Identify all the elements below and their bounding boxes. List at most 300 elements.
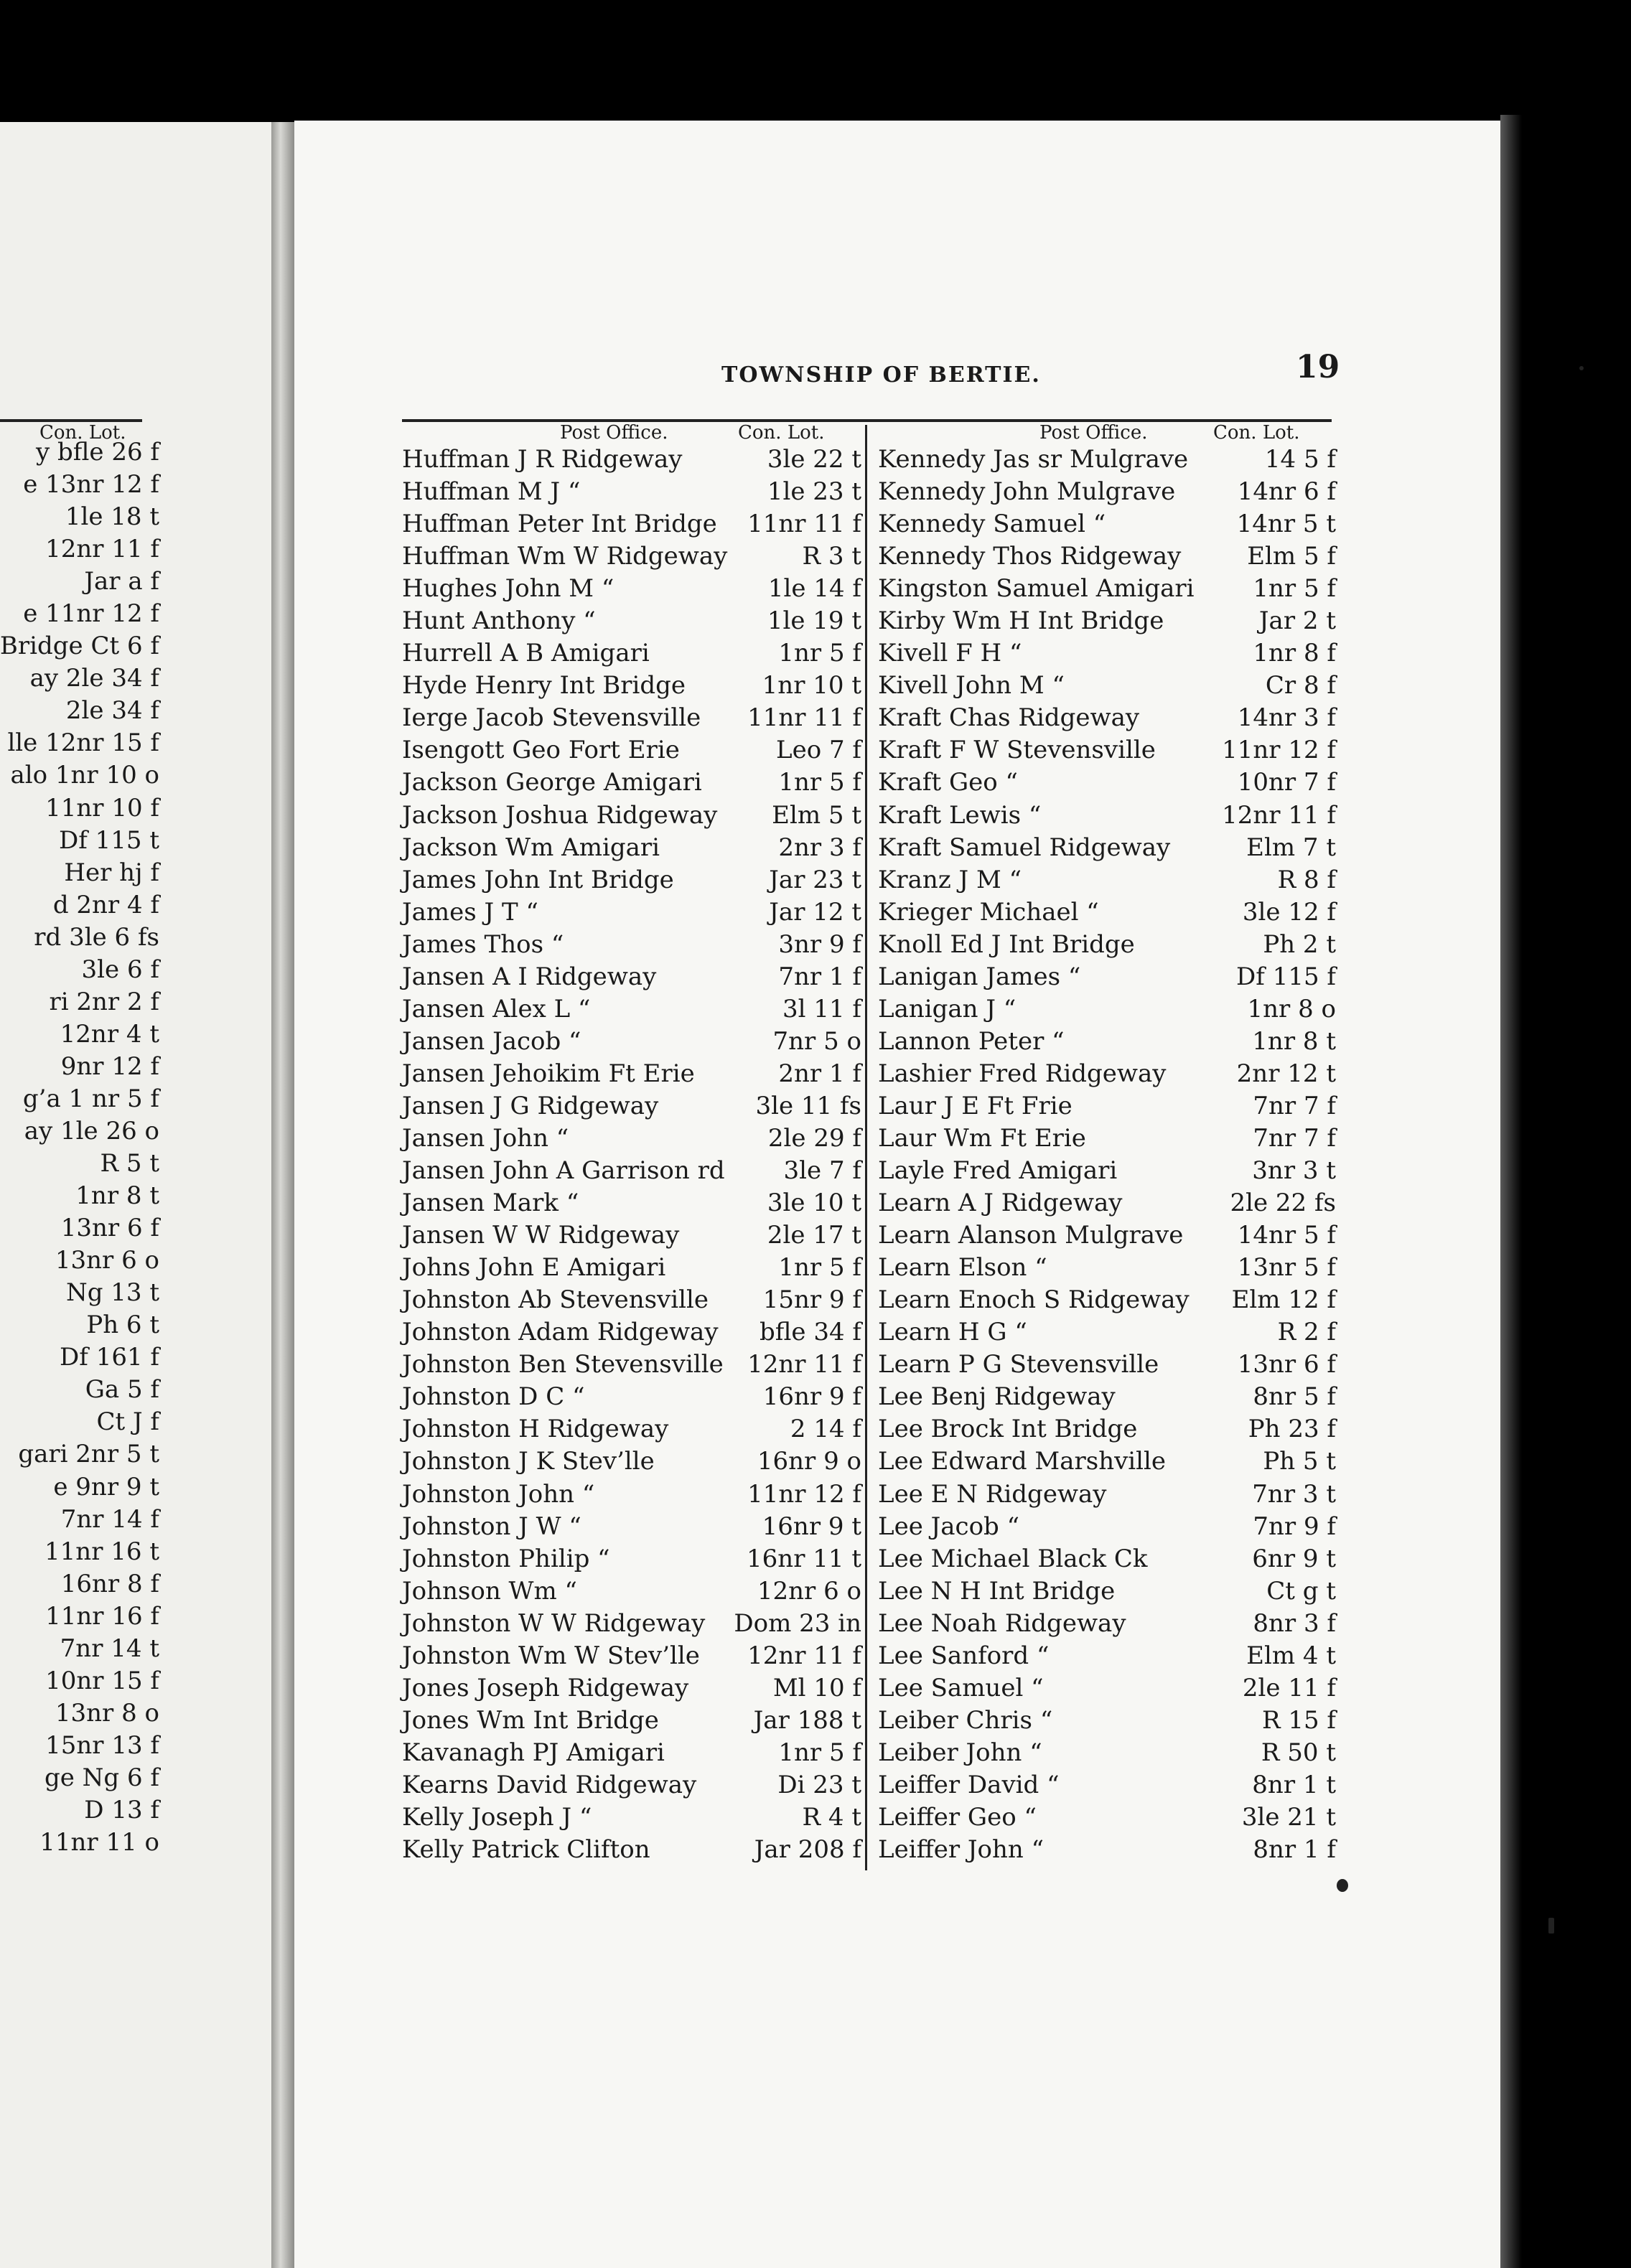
entry-con-lot: 1nr 8 o bbox=[1247, 994, 1336, 1023]
fragment-text: gari 2nr 5 t bbox=[18, 1440, 159, 1469]
entry-con-lot: 3le 22 t bbox=[767, 445, 861, 474]
left-page-fragment bbox=[0, 727, 159, 759]
directory-entry bbox=[878, 1123, 1336, 1155]
fragment-text: Df 115 t bbox=[58, 825, 159, 855]
entry-name: Kraft F W Stevensville bbox=[878, 736, 1156, 765]
fragment-text: rd 3le 6 fs bbox=[34, 922, 159, 952]
directory-entry bbox=[402, 637, 861, 670]
entry-name: Kennedy Thos Ridgeway bbox=[878, 542, 1182, 571]
entry-con-lot: 7nr 7 f bbox=[1253, 1123, 1336, 1153]
entry-con-lot: 3le 12 f bbox=[1242, 897, 1336, 927]
right-post-office-header: Post Office. bbox=[1039, 422, 1148, 444]
fragment-text: 1nr 8 t bbox=[75, 1181, 159, 1211]
entry-name: Lee Edward Marshville bbox=[878, 1447, 1167, 1476]
entry-con-lot: 1nr 5 f bbox=[778, 1253, 861, 1283]
left-page-fragment bbox=[0, 1148, 159, 1180]
entry-con-lot: 8nr 5 f bbox=[1253, 1382, 1336, 1412]
entry-con-lot: Jar 23 t bbox=[769, 865, 861, 894]
left-page-fragment bbox=[0, 825, 159, 857]
entry-con-lot: 2nr 1 f bbox=[778, 1059, 861, 1088]
directory-entry bbox=[878, 1155, 1336, 1187]
entry-con-lot: 14nr 5 t bbox=[1236, 510, 1336, 539]
entry-name: Hunt Anthony “ bbox=[402, 606, 596, 636]
directory-entry bbox=[878, 1575, 1336, 1608]
entry-con-lot: 16nr 9 o bbox=[757, 1447, 861, 1476]
directory-entry bbox=[402, 1479, 861, 1511]
directory-entry bbox=[402, 1543, 861, 1575]
entry-con-lot: R 4 t bbox=[802, 1802, 861, 1832]
entry-name: Jones Wm Int Bridge bbox=[402, 1705, 659, 1735]
directory-entry bbox=[402, 1672, 861, 1705]
entry-con-lot: 13nr 5 f bbox=[1237, 1253, 1336, 1283]
entry-con-lot: Cr 8 f bbox=[1265, 671, 1336, 700]
left-page-fragment bbox=[0, 630, 159, 662]
directory-entry bbox=[402, 1381, 861, 1413]
entry-name: Johnston Philip “ bbox=[402, 1544, 610, 1573]
entry-con-lot: 3le 11 fs bbox=[755, 1091, 861, 1120]
directory-entry bbox=[402, 1511, 861, 1543]
directory-entry bbox=[878, 1834, 1336, 1866]
directory-entry bbox=[402, 540, 861, 573]
entry-con-lot: 3le 21 t bbox=[1241, 1802, 1336, 1832]
entry-con-lot: 2 14 f bbox=[790, 1415, 861, 1444]
directory-entry bbox=[402, 1445, 861, 1478]
entry-name: Layle Fred Amigari bbox=[878, 1156, 1118, 1186]
entry-con-lot: 1nr 8 t bbox=[1252, 1026, 1336, 1056]
directory-entry bbox=[402, 1155, 861, 1187]
directory-entry bbox=[878, 1672, 1336, 1705]
directory-entry bbox=[878, 1801, 1336, 1834]
entry-con-lot: Jar 188 t bbox=[753, 1705, 861, 1735]
entry-name: Lee Michael Black Ck bbox=[878, 1544, 1148, 1573]
directory-entry bbox=[878, 1608, 1336, 1640]
left-post-office-header: Post Office. bbox=[560, 422, 668, 444]
fragment-text: 13nr 6 o bbox=[55, 1246, 159, 1275]
directory-entry bbox=[402, 896, 861, 929]
left-page-fragment bbox=[0, 792, 159, 825]
directory-entry bbox=[878, 929, 1336, 961]
entry-name: Jansen Alex L “ bbox=[402, 994, 591, 1023]
left-page-fragment bbox=[0, 1794, 159, 1827]
directory-entry bbox=[402, 1058, 861, 1090]
left-page-fragment bbox=[0, 1536, 159, 1568]
entry-name: Johnston Ab Stevensville bbox=[402, 1285, 709, 1315]
entry-name: Learn Alanson Mulgrave bbox=[878, 1221, 1184, 1250]
entry-name: Learn P G Stevensville bbox=[878, 1350, 1159, 1379]
left-con-lot-header: Con. Lot. bbox=[738, 422, 825, 444]
entry-name: Laur J E Ft Frie bbox=[878, 1091, 1072, 1120]
entry-con-lot: 2le 17 t bbox=[767, 1221, 861, 1250]
left-page-fragment bbox=[0, 1083, 159, 1115]
entry-con-lot: 16nr 11 t bbox=[747, 1544, 861, 1573]
entry-name: Johnston Adam Ridgeway bbox=[402, 1318, 719, 1347]
directory-entry bbox=[878, 1187, 1336, 1219]
entry-name: Hyde Henry Int Bridge bbox=[402, 671, 686, 700]
directory-entry bbox=[878, 961, 1336, 993]
left-page-fragment bbox=[0, 1341, 159, 1374]
entry-con-lot: 2nr 12 t bbox=[1236, 1059, 1336, 1088]
directory-entry bbox=[402, 670, 861, 702]
entry-name: James J T “ bbox=[402, 897, 538, 927]
fragment-text: ri 2nr 2 f bbox=[49, 987, 159, 1016]
running-head: TOWNSHIP OF BERTIE. bbox=[721, 362, 1041, 388]
entry-name: Kennedy John Mulgrave bbox=[878, 477, 1176, 507]
entry-con-lot: 7nr 5 o bbox=[772, 1026, 861, 1056]
fragment-text: 7nr 14 t bbox=[60, 1634, 159, 1663]
entry-con-lot: R 15 f bbox=[1261, 1705, 1336, 1735]
ink-speck bbox=[1579, 366, 1584, 370]
fragment-text: 11nr 11 o bbox=[39, 1828, 159, 1857]
entry-name: Kirby Wm H Int Bridge bbox=[878, 606, 1164, 636]
left-page-fragment bbox=[0, 662, 159, 695]
column-divider bbox=[865, 425, 867, 1870]
left-page-fragment bbox=[0, 1697, 159, 1730]
directory-entry bbox=[878, 540, 1336, 573]
entry-con-lot: 1le 14 f bbox=[767, 574, 861, 604]
entry-name: Isengott Geo Fort Erie bbox=[402, 736, 680, 765]
fragment-text: 3le 6 f bbox=[81, 955, 159, 984]
left-page-fragment bbox=[0, 566, 159, 598]
entry-con-lot: 13nr 6 f bbox=[1237, 1350, 1336, 1379]
entry-name: Learn A J Ridgeway bbox=[878, 1189, 1123, 1218]
entry-name: Jansen W W Ridgeway bbox=[402, 1221, 680, 1250]
directory-entry bbox=[878, 1058, 1336, 1090]
entry-con-lot: 1nr 5 f bbox=[778, 639, 861, 668]
left-page-fragment bbox=[0, 1018, 159, 1051]
left-page-column-header: Con. Lot. bbox=[39, 422, 126, 444]
directory-entry bbox=[878, 1640, 1336, 1672]
entry-con-lot: 2le 11 f bbox=[1242, 1673, 1336, 1702]
entry-con-lot: 14nr 6 f bbox=[1237, 477, 1336, 507]
left-page-fragment bbox=[0, 922, 159, 954]
left-page-fragment bbox=[0, 1730, 159, 1762]
right-con-lot-header: Con. Lot. bbox=[1213, 422, 1300, 444]
entry-name: Laur Wm Ft Erie bbox=[878, 1123, 1086, 1153]
entry-con-lot: 8nr 1 f bbox=[1253, 1835, 1336, 1865]
fragment-text: 7nr 14 f bbox=[60, 1504, 159, 1534]
entry-name: Jackson Wm Amigari bbox=[402, 833, 660, 862]
fragment-text: 2le 34 f bbox=[65, 696, 159, 726]
entry-name: Kranz J M “ bbox=[878, 865, 1022, 894]
left-page-fragment bbox=[0, 1438, 159, 1471]
entry-con-lot: R 2 f bbox=[1277, 1318, 1336, 1347]
directory-entry bbox=[402, 1123, 861, 1155]
fragment-text: D 13 f bbox=[84, 1795, 159, 1824]
entry-name: Johnston John “ bbox=[402, 1479, 595, 1509]
left-page-fragment bbox=[0, 889, 159, 922]
directory-entry bbox=[402, 1252, 861, 1284]
entry-con-lot: 3nr 9 f bbox=[778, 929, 861, 959]
entry-name: Hughes John M “ bbox=[402, 574, 614, 604]
directory-entry bbox=[878, 605, 1336, 637]
directory-entry bbox=[402, 1640, 861, 1672]
entry-con-lot: 12nr 11 f bbox=[1222, 800, 1336, 830]
entry-name: Huffman Peter Int Bridge bbox=[402, 510, 717, 539]
directory-entry bbox=[878, 1769, 1336, 1801]
entry-name: Krieger Michael “ bbox=[878, 897, 1099, 927]
entry-con-lot: 3le 7 f bbox=[783, 1156, 861, 1186]
entry-con-lot: 1nr 8 f bbox=[1253, 639, 1336, 668]
fragment-text: 13nr 6 f bbox=[60, 1214, 159, 1243]
fragment-text: 15nr 13 f bbox=[45, 1730, 159, 1760]
directory-entry bbox=[878, 1284, 1336, 1316]
directory-entry bbox=[402, 929, 861, 961]
directory-entry bbox=[878, 734, 1336, 767]
entry-name: Lee N H Int Bridge bbox=[878, 1576, 1116, 1606]
left-page-fragment bbox=[0, 501, 159, 533]
entry-con-lot: 11nr 12 f bbox=[1222, 736, 1336, 765]
entry-con-lot: 7nr 9 f bbox=[1253, 1512, 1336, 1541]
directory-entry bbox=[878, 1511, 1336, 1543]
entry-con-lot: 14nr 3 f bbox=[1237, 703, 1336, 733]
fragment-text: d 2nr 4 f bbox=[52, 890, 159, 919]
entry-con-lot: Df 115 f bbox=[1236, 962, 1336, 991]
directory-entry bbox=[402, 476, 861, 508]
ink-speck bbox=[1337, 1879, 1348, 1892]
entry-name: Johnston J K Stev’lle bbox=[402, 1447, 655, 1476]
entry-con-lot: 7nr 3 t bbox=[1252, 1479, 1336, 1509]
left-page-fragment bbox=[0, 857, 159, 889]
entry-con-lot: Elm 7 t bbox=[1246, 833, 1336, 862]
entry-name: Huffman J R Ridgeway bbox=[402, 445, 683, 474]
entry-con-lot: 6nr 9 t bbox=[1252, 1544, 1336, 1573]
fragment-text: Ng 13 t bbox=[65, 1278, 159, 1308]
entry-con-lot: 1nr 5 f bbox=[1253, 574, 1336, 604]
directory-entry bbox=[402, 1349, 861, 1381]
entry-name: Lee Benj Ridgeway bbox=[878, 1382, 1116, 1412]
fragment-text: lle 12nr 15 f bbox=[7, 728, 159, 758]
entry-name: Leiber John “ bbox=[878, 1738, 1042, 1767]
directory-entry bbox=[402, 1608, 861, 1640]
directory-column-right bbox=[878, 444, 1336, 1866]
fragment-text: 1le 18 t bbox=[65, 502, 159, 532]
left-page-fragment bbox=[0, 1051, 159, 1083]
left-page-fragment bbox=[0, 1568, 159, 1601]
entry-con-lot: Ph 5 t bbox=[1263, 1447, 1336, 1476]
entry-con-lot: 7nr 1 f bbox=[778, 962, 861, 991]
left-page-fragment bbox=[0, 1471, 159, 1504]
entry-name: Jansen J G Ridgeway bbox=[402, 1091, 659, 1120]
fragment-text: 12nr 4 t bbox=[60, 1019, 159, 1049]
left-page-fragment bbox=[0, 1406, 159, 1438]
entry-name: Jansen A I Ridgeway bbox=[402, 962, 657, 991]
directory-entry bbox=[878, 1737, 1336, 1769]
entry-con-lot: 3l 11 f bbox=[782, 994, 861, 1023]
entry-name: Kraft Lewis “ bbox=[878, 800, 1042, 830]
left-page-fragment bbox=[0, 1309, 159, 1341]
directory-entry bbox=[878, 1381, 1336, 1413]
fragment-text: ay 2le 34 f bbox=[29, 664, 159, 693]
entry-name: Kennedy Jas sr Mulgrave bbox=[878, 445, 1189, 474]
entry-name: Jansen John A Garrison rd bbox=[402, 1156, 725, 1186]
entry-name: Lanigan J “ bbox=[878, 994, 1017, 1023]
book-spine bbox=[271, 122, 294, 2268]
fragment-text: Bridge Ct 6 f bbox=[0, 632, 159, 661]
entry-name: Kivell John M “ bbox=[878, 671, 1065, 700]
fragment-text: Jar a f bbox=[84, 567, 159, 596]
left-page-fragment bbox=[0, 1665, 159, 1697]
entry-name: Leiber Chris “ bbox=[878, 1705, 1053, 1735]
entry-con-lot: 1le 23 t bbox=[767, 477, 861, 507]
directory-entry bbox=[878, 573, 1336, 605]
directory-entry bbox=[878, 767, 1336, 799]
entry-name: James John Int Bridge bbox=[402, 865, 674, 894]
directory-entry bbox=[402, 864, 861, 896]
directory-entry bbox=[878, 702, 1336, 734]
entry-name: Kraft Samuel Ridgeway bbox=[878, 833, 1171, 862]
fragment-text: ge Ng 6 f bbox=[44, 1763, 159, 1792]
entry-name: Kingston Samuel Amigari bbox=[878, 574, 1195, 604]
entry-con-lot: Elm 5 f bbox=[1247, 542, 1336, 571]
fragment-text: e 11nr 12 f bbox=[23, 599, 159, 629]
entry-name: Lee Jacob “ bbox=[878, 1512, 1019, 1541]
entry-con-lot: bfle 34 f bbox=[759, 1318, 861, 1347]
directory-entry bbox=[402, 508, 861, 540]
entry-con-lot: 1nr 5 f bbox=[778, 768, 861, 797]
directory-entry bbox=[402, 1413, 861, 1445]
page-edge-shadow bbox=[1500, 115, 1522, 2268]
entry-name: Ierge Jacob Stevensville bbox=[402, 703, 701, 733]
entry-name: Johnson Wm “ bbox=[402, 1576, 577, 1606]
entry-name: Lee E N Ridgeway bbox=[878, 1479, 1107, 1509]
directory-entry bbox=[878, 1445, 1336, 1478]
entry-name: Johnston D C “ bbox=[402, 1382, 585, 1412]
entry-con-lot: 16nr 9 t bbox=[762, 1512, 861, 1541]
entry-name: Kraft Chas Ridgeway bbox=[878, 703, 1140, 733]
directory-entry bbox=[402, 767, 861, 799]
left-page-fragment bbox=[0, 1827, 159, 1859]
entry-name: Leiffer Geo “ bbox=[878, 1802, 1037, 1832]
directory-entry bbox=[402, 1090, 861, 1123]
entry-con-lot: 3le 10 t bbox=[767, 1189, 861, 1218]
entry-con-lot: 8nr 1 t bbox=[1252, 1770, 1336, 1799]
entry-con-lot: R 8 f bbox=[1277, 865, 1336, 894]
left-page-fragment bbox=[0, 1633, 159, 1665]
directory-entry bbox=[402, 605, 861, 637]
entry-name: James Thos “ bbox=[402, 929, 564, 959]
directory-entry bbox=[878, 832, 1336, 864]
entry-name: Kelly Patrick Clifton bbox=[402, 1835, 650, 1865]
fragment-text: 10nr 15 f bbox=[45, 1666, 159, 1695]
directory-entry bbox=[402, 1026, 861, 1058]
directory-entry bbox=[402, 800, 861, 832]
fragment-text: R 5 t bbox=[100, 1149, 159, 1178]
entry-con-lot: Ml 10 f bbox=[772, 1673, 861, 1702]
entry-con-lot: 11nr 11 f bbox=[747, 510, 861, 539]
entry-con-lot: Elm 5 t bbox=[772, 800, 861, 830]
entry-con-lot: R 50 t bbox=[1261, 1738, 1336, 1767]
left-page-fragment bbox=[0, 598, 159, 630]
entry-name: Hurrell A B Amigari bbox=[402, 639, 650, 668]
directory-entry bbox=[878, 1479, 1336, 1511]
entry-name: Learn Enoch S Ridgeway bbox=[878, 1285, 1190, 1315]
header-rule bbox=[402, 419, 1332, 422]
left-page-fragment bbox=[0, 1115, 159, 1148]
fragment-text: 11nr 10 f bbox=[45, 793, 159, 823]
entry-name: Lee Samuel “ bbox=[878, 1673, 1044, 1702]
directory-entry bbox=[402, 734, 861, 767]
entry-name: Learn H G “ bbox=[878, 1318, 1027, 1347]
directory-entry bbox=[878, 444, 1336, 476]
directory-entry bbox=[402, 1705, 861, 1737]
entry-name: Johnston H Ridgeway bbox=[402, 1415, 669, 1444]
entry-con-lot: R 3 t bbox=[802, 542, 861, 571]
entry-con-lot: Elm 12 f bbox=[1231, 1285, 1336, 1315]
left-page-fragment bbox=[0, 1762, 159, 1794]
fragment-text: Ct J f bbox=[96, 1407, 159, 1437]
directory-entry bbox=[878, 1705, 1336, 1737]
entry-name: Lashier Fred Ridgeway bbox=[878, 1059, 1167, 1088]
directory-entry bbox=[402, 573, 861, 605]
directory-entry bbox=[402, 1316, 861, 1349]
entry-name: Jansen Jehoikim Ft Erie bbox=[402, 1059, 695, 1088]
fragment-text: 13nr 8 o bbox=[55, 1698, 159, 1728]
fragment-text: y bfle 26 f bbox=[35, 438, 159, 467]
left-page-fragment-column bbox=[0, 436, 159, 1859]
entry-con-lot: Di 23 t bbox=[777, 1770, 861, 1799]
entry-name: Johnston W W Ridgeway bbox=[402, 1608, 706, 1638]
directory-entry bbox=[402, 444, 861, 476]
directory-entry bbox=[878, 1543, 1336, 1575]
directory-entry bbox=[402, 702, 861, 734]
entry-con-lot: Jar 2 t bbox=[1258, 606, 1336, 636]
directory-entry bbox=[878, 1026, 1336, 1058]
entry-con-lot: Ph 2 t bbox=[1263, 929, 1336, 959]
entry-name: Johnston J W “ bbox=[402, 1512, 581, 1541]
directory-entry bbox=[402, 1801, 861, 1834]
left-page-fragment bbox=[0, 1374, 159, 1406]
entry-name: Jackson Joshua Ridgeway bbox=[402, 800, 718, 830]
directory-entry bbox=[878, 1413, 1336, 1445]
left-page-fragment bbox=[0, 1601, 159, 1633]
entry-name: Kearns David Ridgeway bbox=[402, 1770, 697, 1799]
entry-con-lot: 12nr 6 o bbox=[757, 1576, 861, 1606]
entry-name: Johnston Wm W Stev’lle bbox=[402, 1641, 700, 1670]
entry-con-lot: Jar 12 t bbox=[769, 897, 861, 927]
directory-entry bbox=[878, 1252, 1336, 1284]
entry-name: Leiffer John “ bbox=[878, 1835, 1044, 1865]
directory-entry bbox=[878, 1219, 1336, 1252]
fragment-text: g’a 1 nr 5 f bbox=[22, 1084, 159, 1113]
entry-con-lot: 3nr 3 t bbox=[1252, 1156, 1336, 1186]
fragment-text: 16nr 8 f bbox=[60, 1569, 159, 1598]
fragment-text: Ga 5 f bbox=[85, 1375, 159, 1405]
directory-entry bbox=[878, 670, 1336, 702]
left-page-fragment bbox=[0, 1245, 159, 1277]
entry-name: Kennedy Samuel “ bbox=[878, 510, 1106, 539]
page-number: 19 bbox=[1296, 349, 1340, 385]
entry-con-lot: 14 5 f bbox=[1264, 445, 1336, 474]
directory-entry bbox=[402, 1575, 861, 1608]
directory-entry bbox=[878, 508, 1336, 540]
entry-name: Lee Sanford “ bbox=[878, 1641, 1050, 1670]
entry-con-lot: 11nr 11 f bbox=[747, 703, 861, 733]
entry-con-lot: 11nr 12 f bbox=[747, 1479, 861, 1509]
entry-name: Lanigan James “ bbox=[878, 962, 1081, 991]
entry-name: Learn Elson “ bbox=[878, 1253, 1047, 1283]
fragment-text: 12nr 11 f bbox=[45, 535, 159, 564]
left-page-fragment bbox=[0, 1180, 159, 1212]
fragment-text: e 9nr 9 t bbox=[53, 1472, 159, 1501]
left-page-fragment bbox=[0, 986, 159, 1018]
directory-entry bbox=[878, 896, 1336, 929]
left-page-fragment bbox=[0, 1504, 159, 1536]
entry-con-lot: 16nr 9 f bbox=[762, 1382, 861, 1412]
directory-entry bbox=[402, 1769, 861, 1801]
entry-name: Jansen Mark “ bbox=[402, 1189, 579, 1218]
entry-name: Johnston Ben Stevensville bbox=[402, 1350, 724, 1379]
directory-entry bbox=[878, 1349, 1336, 1381]
